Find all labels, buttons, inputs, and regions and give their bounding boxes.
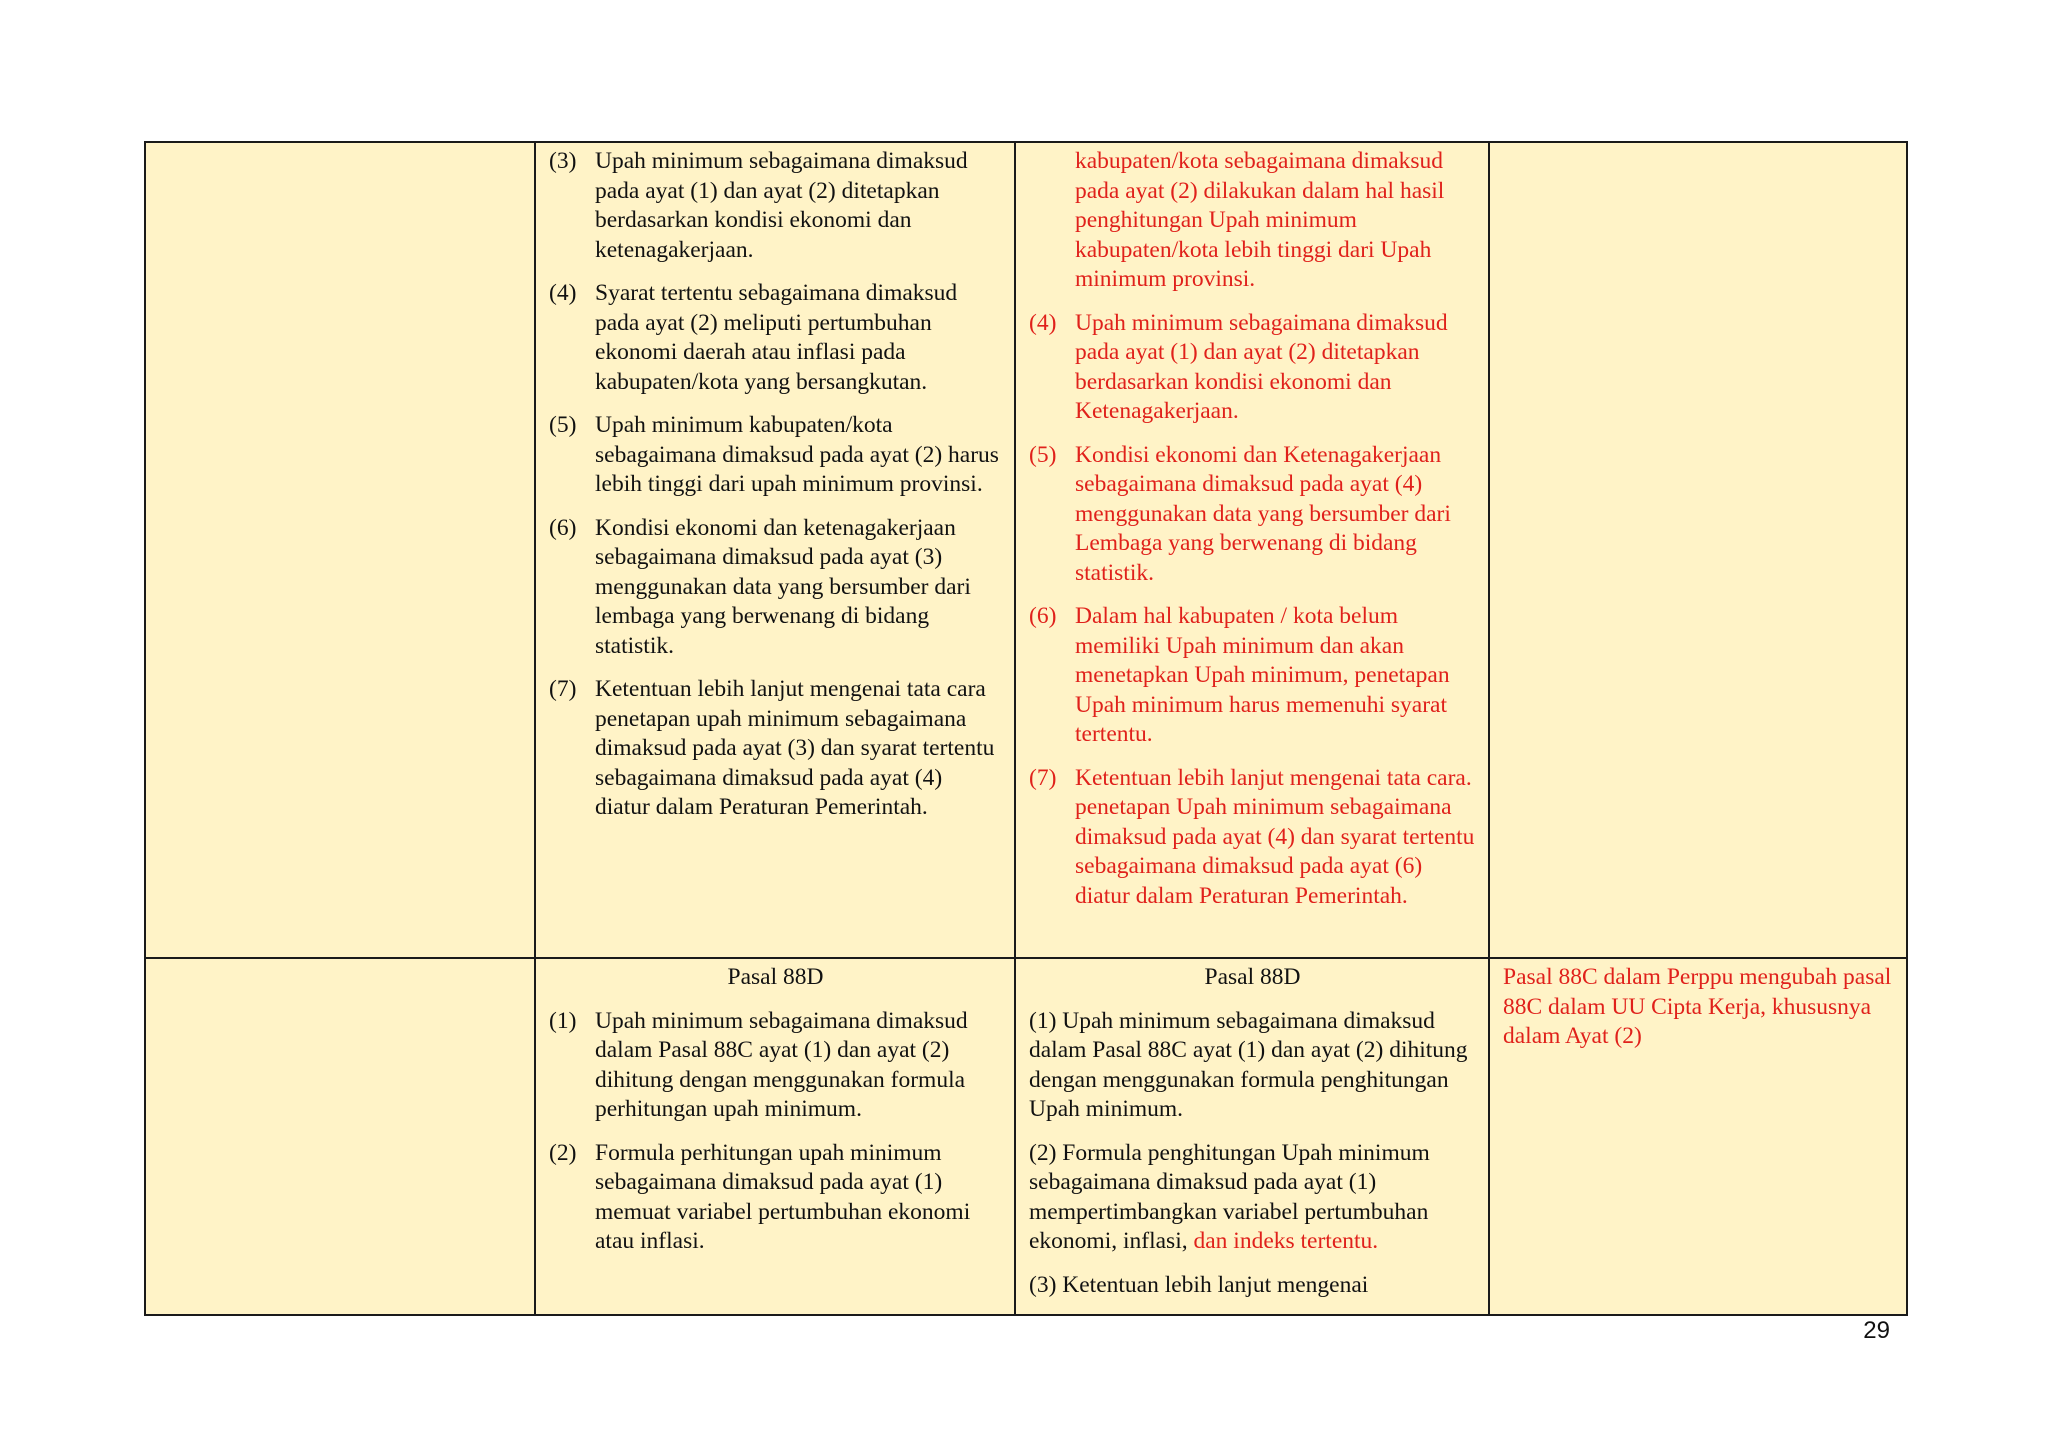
uu-cipta-kerja-cell [535,958,1015,1315]
ayat-paragraph: (3) Ketentuan lebih lanjut mengenai [1029,1271,1369,1298]
ayat-text: (2) Formula penghitungan Upah minimum sebagaimana dimaksud pada ayat (1) mempertimbangkan variabel pertumbuhan ekonomi, inflasi, [1029,1139,1430,1254]
ayat-text: Dalam hal kabupaten / kota belum memiliki Upah minimum dan akan menetapkan Upah minimum, penetapan Upah minimum harus memenuhi syarat tertentu. [1075,603,1450,747]
list-item [549,147,1002,265]
list-item [549,1139,1002,1257]
ayat-text: Kondisi ekonomi dan ketenagakerjaan sebagaimana dimaksud pada ayat (3) menggunakan data yang bersumber dari lembaga yang berwenang di bidang statistik. [595,514,971,659]
list-item [1029,602,1476,750]
ayat-number: (4) [549,280,577,306]
table-cell-empty [1489,142,1907,958]
ayat-number: (6) [1029,603,1057,629]
ayat-number: (2) [549,1139,577,1166]
ayat-number: (1) [549,1007,577,1034]
ayat-text: Upah minimum sebagaimana dimaksud pada ayat (1) dan ayat (2) ditetapkan berdasarkan kondisi ekonomi dan Ketenagakerjaan. [1075,309,1448,424]
comparison-table [144,141,1908,1316]
ayat-text: Formula perhitungan upah minimum sebagaimana dimaksud pada ayat (1) memuat variabel pertumbuhan ekonomi atau inflasi. [595,1139,971,1254]
ayat-text: Upah minimum sebagaimana dimaksud pada ayat (1) dan ayat (2) ditetapkan berdasarkan kondisi ekonomi dan ketenagakerjaan. [595,148,968,263]
ayat-number: (5) [1029,441,1057,468]
list-item [1029,309,1476,427]
note-cell [1489,958,1907,1315]
list-item [549,411,1002,500]
ayat-number: (7) [549,676,577,702]
table-cell-empty [145,142,535,958]
table-row [145,142,1907,958]
change-note: Pasal 88C dalam Perppu mengubah pasal 88C dalam UU Cipta Kerja, khususnya dalam Ayat (2) [1503,964,1892,1049]
ayat-paragraph [1029,1139,1476,1257]
list-item [549,675,1002,823]
ayat-number: (3) [549,148,577,174]
page-number: 29 [1863,1317,1890,1344]
ayat-number: (4) [1029,309,1057,336]
uu-cipta-kerja-cell [535,142,1015,958]
list-item [1029,441,1476,589]
ayat-text: Ketentuan lebih lanjut mengenai tata cara penetapan upah minimum sebagaimana dimaksud pada ayat (3) dan syarat tertentu sebagaimana dimaksud pada ayat (4) diatur dalam Peraturan Pemerintah. [595,676,995,820]
pasal-heading: Pasal 88D [727,964,824,990]
table-cell-empty [145,958,535,1315]
table-row [145,958,1907,1315]
ayat-paragraph: (1) Upah minimum sebagaimana dimaksud dalam Pasal 88C ayat (1) dan ayat (2) dihitung dengan menggunakan formula penghitungan Upah minimum. [1029,1007,1468,1122]
ayat-number: (7) [1029,764,1057,791]
ayat-continuation: kabupaten/kota sebagaimana dimaksud pada ayat (2) dilakukan dalam hal hasil penghitungan Upah minimum kabupaten/kota lebih tinggi dari Upah minimum provinsi. [1075,148,1445,292]
ayat-text-highlight: dan indeks tertentu. [1187,1228,1379,1254]
list-item [549,1007,1002,1125]
ayat-text: Upah minimum kabupaten/kota sebagaimana dimaksud pada ayat (2) harus lebih tinggi dari upah minimum provinsi. [595,412,999,497]
ayat-text: Syarat tertentu sebagaimana dimaksud pada ayat (2) meliputi pertumbuhan ekonomi daerah atau inflasi pada kabupaten/kota yang bersangkutan. [595,280,958,395]
perppu-cell [1015,958,1489,1315]
pasal-heading: Pasal 88D [1204,964,1301,990]
list-item [549,514,1002,662]
ayat-text: Upah minimum sebagaimana dimaksud dalam Pasal 88C ayat (1) dan ayat (2) dihitung dengan menggunakan formula perhitungan upah minimum. [595,1007,968,1122]
list-item [1029,764,1476,912]
perppu-cell [1015,142,1489,958]
ayat-text: Ketentuan lebih lanjut mengenai tata cara. penetapan Upah minimum sebagaimana dimaksud pada ayat (4) dan syarat tertentu sebagaimana dimaksud pada ayat (6) diatur dalam Peraturan Pemerintah. [1075,764,1475,909]
ayat-text: Kondisi ekonomi dan Ketenagakerjaan sebagaimana dimaksud pada ayat (4) menggunakan data yang bersumber dari Lembaga yang berwenang di bidang statistik. [1075,441,1451,586]
ayat-number: (5) [549,412,577,438]
ayat-number: (6) [549,514,577,541]
list-item [549,279,1002,397]
